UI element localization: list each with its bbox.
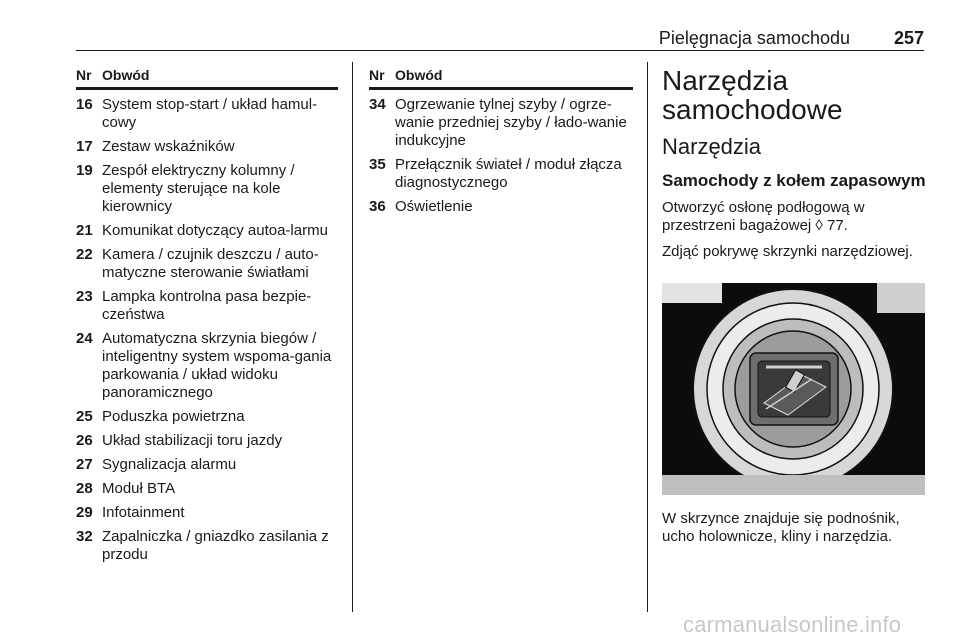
table-row	[76, 456, 338, 474]
column-divider-left	[352, 62, 353, 612]
row-text: Lampka kontrolna pasa bezpie-czeństwa	[102, 288, 312, 323]
row-number: 32	[76, 528, 93, 545]
table-row	[76, 96, 338, 132]
table-row	[76, 408, 338, 426]
row-text: Komunikat dotyczący autoa-larmu	[102, 222, 328, 239]
page-title: Pielęgnacja samochodu	[658, 28, 850, 48]
table-row	[76, 288, 338, 324]
table-header	[76, 67, 338, 90]
row-text: System stop-start / układ hamul-cowy	[102, 96, 318, 131]
row-text: Moduł BTA	[102, 480, 176, 497]
row-text: Poduszka powietrzna	[102, 408, 245, 425]
section-title-line2: samochodowe	[662, 94, 843, 125]
row-text: Oświetlenie	[395, 198, 473, 215]
row-number: 26	[76, 432, 93, 449]
table-row	[76, 504, 338, 522]
row-text: Infotainment	[102, 504, 185, 521]
row-number: 35	[369, 156, 386, 173]
fuse-table-2	[369, 67, 633, 216]
column-divider-right	[647, 62, 648, 612]
row-number: 23	[76, 288, 93, 305]
table-row	[76, 432, 338, 450]
section-subtitle: Narzędzia	[662, 134, 762, 159]
row-text: Przełącznik świateł / moduł złącza diagnostycznego	[395, 156, 622, 191]
table-row	[76, 138, 338, 156]
table-row	[369, 96, 633, 150]
fuse-table-1	[76, 67, 338, 564]
row-number: 16	[76, 96, 93, 113]
row-number: 27	[76, 456, 93, 473]
table-row	[369, 198, 633, 216]
spare-wheel-toolbox-illustration	[662, 283, 925, 495]
table-header	[369, 67, 633, 90]
table-row	[369, 156, 633, 192]
page-header	[76, 28, 924, 51]
row-number: 25	[76, 408, 93, 425]
table-row	[76, 330, 338, 402]
row-text: Automatyczna skrzynia biegów / inteligentny system wspoma-gania parkowania / układ widoku panoramicznego	[102, 330, 332, 401]
row-text: Sygnalizacja alarmu	[102, 456, 237, 473]
row-text: Zespół elektryczny kolumny / elementy sterujące na kole kierownicy	[102, 162, 295, 215]
row-number: 21	[76, 222, 93, 239]
table-row	[76, 162, 338, 216]
row-number: 22	[76, 246, 93, 263]
row-number: 28	[76, 480, 93, 497]
col-circuit-header: Obwód	[395, 67, 443, 83]
col-nr-header: Nr	[76, 67, 92, 83]
instruction-paragraph-2: Zdjąć pokrywę skrzynki narzędziowej.	[662, 243, 913, 260]
row-number: 36	[369, 198, 386, 215]
table-row	[76, 246, 338, 282]
instruction-paragraph-1: Otworzyć osłonę podłogową w przestrzeni bagażowej ◊ 77.	[662, 199, 865, 234]
row-number: 34	[369, 96, 386, 113]
table-row	[76, 480, 338, 498]
row-text: Zapalniczka / gniazdko zasilania z przodu	[102, 528, 329, 563]
row-number: 29	[76, 504, 93, 521]
row-text: Zestaw wskaźników	[102, 138, 235, 155]
page-number: 257	[893, 28, 924, 48]
col-circuit-header: Obwód	[102, 67, 150, 83]
watermark: carmanualsonline.info	[683, 612, 902, 637]
col-nr-header: Nr	[369, 67, 385, 83]
row-text: Układ stabilizacji toru jazdy	[102, 432, 283, 449]
section-title-line1: Narzędzia	[662, 65, 789, 96]
tools-section	[662, 66, 926, 261]
figure-caption: W skrzynce znajduje się podnośnik, ucho holownicze, kliny i narzędzia.	[662, 510, 900, 545]
row-text: Ogrzewanie tylnej szyby / ogrze-wanie przedniej szyby / łado-wanie indukcyjne	[395, 96, 627, 149]
row-text: Kamera / czujnik deszczu / auto-matyczne sterowanie światłami	[102, 246, 319, 281]
row-number: 24	[76, 330, 93, 347]
row-number: 17	[76, 138, 93, 155]
row-number: 19	[76, 162, 93, 179]
table-row	[76, 528, 338, 564]
table-row	[76, 222, 338, 240]
section-subsubtitle: Samochody z kołem zapasowym	[662, 171, 926, 190]
